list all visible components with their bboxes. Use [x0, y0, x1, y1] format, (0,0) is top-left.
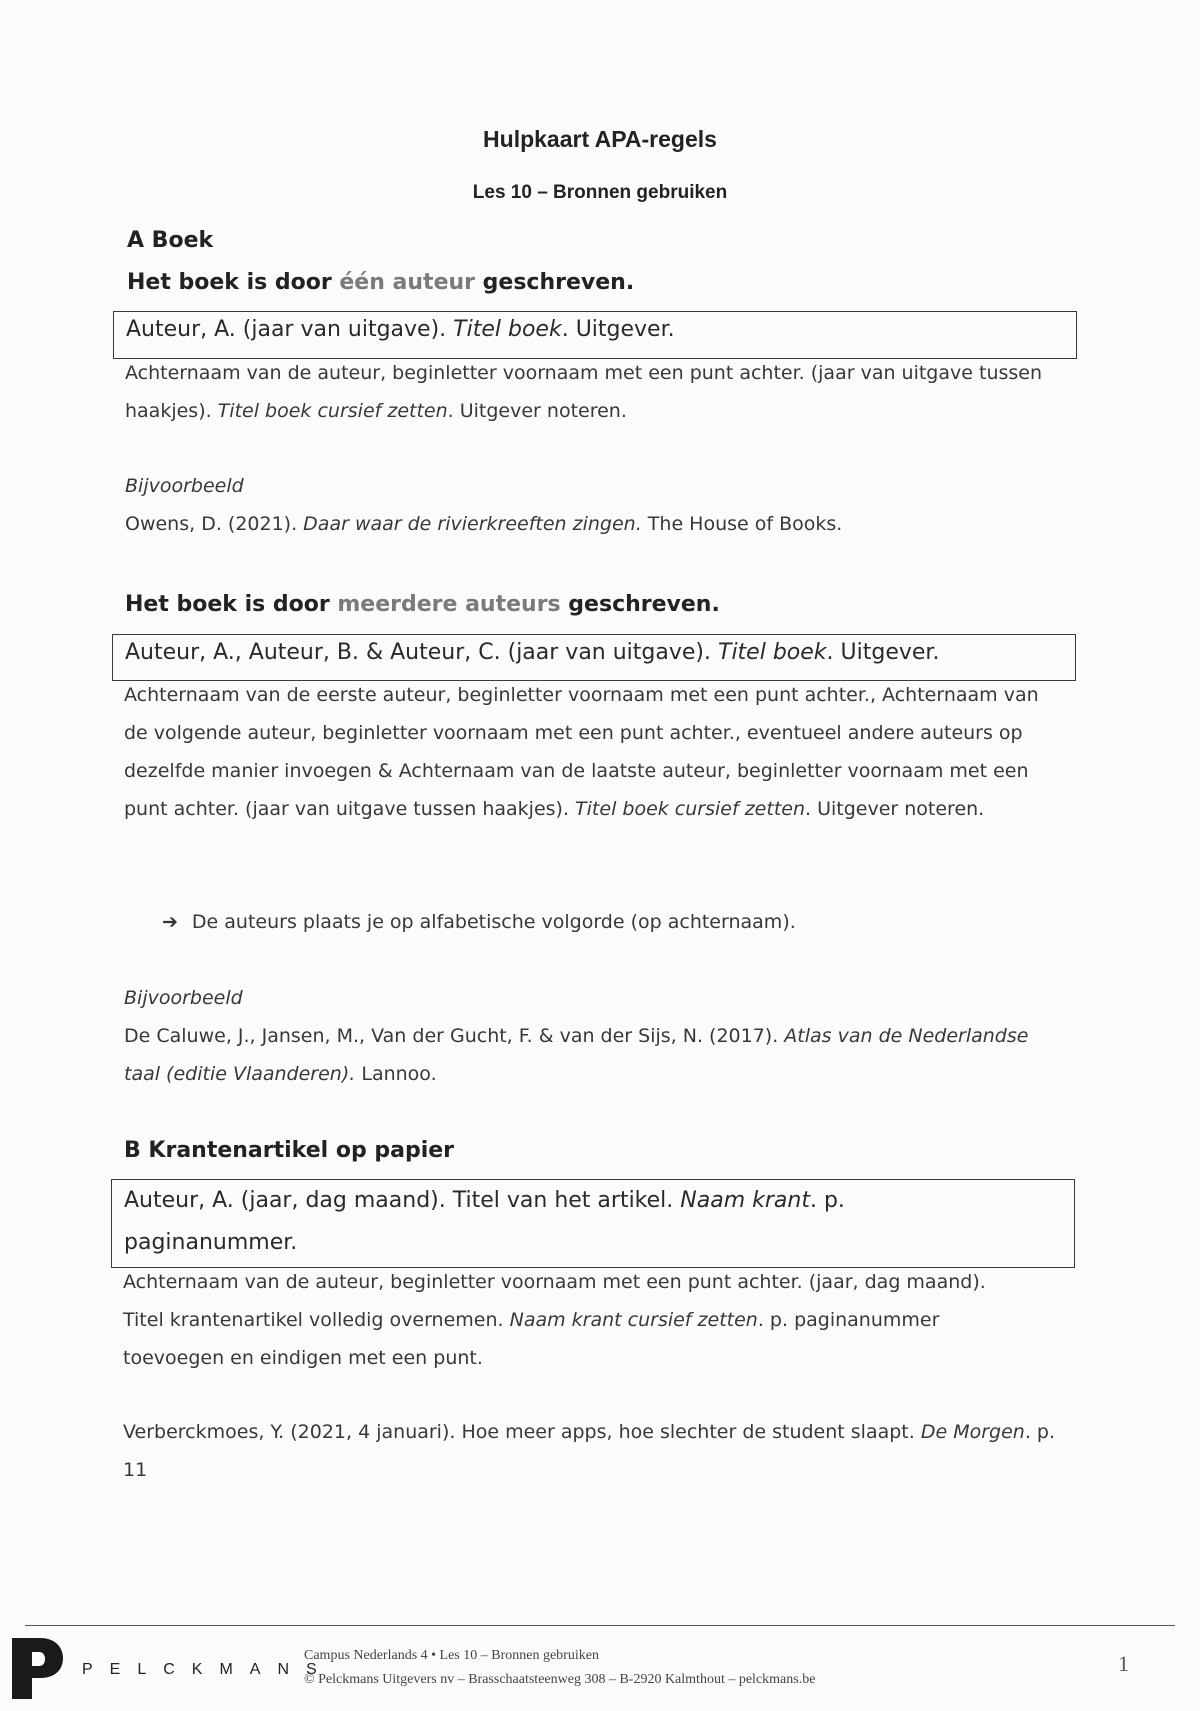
page-number: 1 — [1118, 1651, 1129, 1676]
example-text: . p. 11 — [123, 1421, 1056, 1481]
one-author-heading — [127, 270, 634, 295]
heading-text: Het boek is door — [125, 592, 338, 617]
heading-text: geschreven. — [475, 270, 635, 295]
pelckmans-logo-icon — [10, 1636, 65, 1701]
brand-wordmark: PELCKMANS — [82, 1661, 334, 1678]
multi-author-example — [124, 1017, 1059, 1093]
newspaper-example — [123, 1413, 1068, 1489]
explanation-italic: Titel boek cursief zetten — [575, 798, 805, 820]
one-author-example — [125, 505, 1080, 543]
explanation-italic: Naam krant cursief zetten — [509, 1309, 758, 1331]
note-text: De auteurs plaats je op alfabetische volgorde (op achternaam). — [191, 911, 796, 933]
example-text: Owens, D. (2021). — [125, 513, 304, 535]
multi-author-heading — [125, 592, 720, 617]
multi-author-template-box — [112, 634, 1076, 681]
template-text: Auteur, A. (jaar, dag maand). Titel van het artikel. — [124, 1188, 681, 1213]
explanation-text: Achternaam van de auteur, beginletter voornaam met een punt achter. (jaar, dag maand). Titel krantenartikel volledig overnemen. — [123, 1271, 986, 1331]
example-text: De Caluwe, J., Jansen, M., Van der Gucht, F. & van der Sijs, N. (2017). — [124, 1025, 785, 1047]
example-text: Verberckmoes, Y. (2021, 4 januari). Hoe meer apps, hoe slechter de student slaapt. — [123, 1421, 921, 1443]
template-text: Auteur, A. (jaar van uitgave). — [126, 317, 454, 342]
heading-text: geschreven. — [560, 592, 720, 617]
section-b-heading: B Krantenartikel op papier — [124, 1138, 455, 1163]
explanation-text: Achternaam van de auteur, beginletter voornaam met een punt achter. (jaar van uitgave tussen haakjes). — [125, 362, 1043, 422]
document-subtitle: Les 10 – Bronnen gebruiken — [472, 182, 728, 203]
template-text: . Uitgever. — [826, 640, 940, 665]
template-text: Auteur, A., Auteur, B. & Auteur, C. (jaar van uitgave). — [125, 640, 718, 665]
example-text: The House of Books. — [641, 513, 843, 535]
section-a-heading: A Boek — [127, 228, 214, 253]
template-text: . p. paginanummer. — [124, 1188, 845, 1255]
template-text: . Uitgever. — [561, 317, 675, 342]
example-title: Daar waar de rivierkreeften zingen. — [303, 513, 642, 535]
explanation-italic: Titel boek cursief zetten — [217, 400, 448, 422]
explanation-text: . Uitgever noteren. — [447, 400, 627, 422]
footer-copyright-line: © Pelckmans Uitgevers nv – Brasschaatsteenweg 308 – B-2920 Kalmthout – pelckmans.be — [304, 1672, 816, 1687]
newspaper-explanation — [123, 1263, 1013, 1377]
explanation-text: . Uitgever noteren. — [805, 798, 985, 820]
explanation-text: . p. paginanummer toevoegen en eindigen met een punt. — [123, 1309, 940, 1369]
explanation-text: Achternaam van de eerste auteur, beginletter voornaam met een punt achter., Achternaam van de volgende auteur, beginletter voornaam met een punt achter., eventueel andere auteurs op dezelfde manier invoegen & Achternaam van de laatste auteur, beginletter voornaam met een punt achter. (jaar van uitgave tussen haakjes). — [124, 684, 1039, 820]
heading-highlight: meerdere auteurs — [337, 592, 561, 617]
template-title: Titel boek — [718, 640, 827, 665]
one-author-template-box — [113, 311, 1077, 359]
document-title: Hulpkaart APA-regels — [483, 126, 717, 152]
heading-text: Het boek is door — [127, 270, 340, 295]
right-arrow-icon: ➔ — [162, 911, 178, 933]
multi-author-example-label: Bijvoorbeeld — [124, 987, 243, 1009]
template-title: Titel boek — [453, 317, 562, 342]
newspaper-template-box — [111, 1179, 1075, 1268]
footer-course-line: Campus Nederlands 4 • Les 10 – Bronnen gebruiken — [304, 1648, 599, 1663]
heading-highlight: één auteur — [339, 270, 475, 295]
template-title: Naam krant — [680, 1188, 810, 1213]
one-author-example-label: Bijvoorbeeld — [125, 475, 244, 497]
footer-divider — [25, 1625, 1175, 1626]
one-author-explanation — [125, 354, 1080, 430]
alphabetical-note — [162, 903, 796, 941]
multi-author-explanation — [124, 676, 1046, 828]
example-title: Atlas van de Nederlandse taal (editie Vlaanderen). — [124, 1025, 1029, 1085]
example-title: De Morgen — [920, 1421, 1025, 1443]
example-text: Lannoo. — [355, 1063, 437, 1085]
